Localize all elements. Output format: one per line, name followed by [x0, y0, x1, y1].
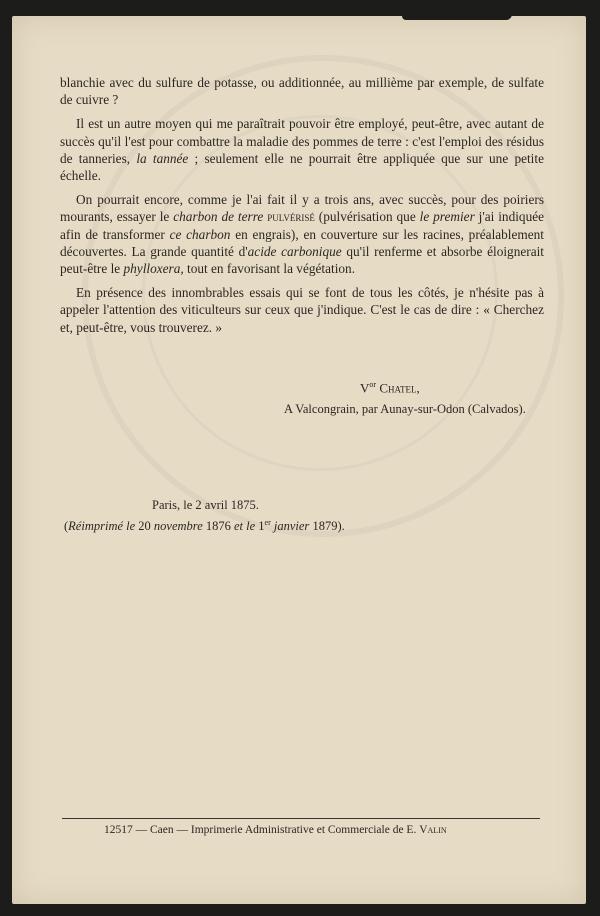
reprint-note: (Réimprimé le 20 novembre 1876 et le 1er janvier 1879).	[64, 518, 345, 534]
paragraph-3: On pourrait encore, comme je l'ai fait il y a trois ans, avec succès, pour des poiriers mourants, essayer le charbon de terre pulvérisé (pulvérisation que le premier j'ai indiquée afin de transformer ce charbon en engrais), en couverture sur les racines, préalablement découvertes. La grande quantité d'acide carbonique qu'il renferme et absorbe éloignerait peut-être le phylloxera, tout en favorisant la végétation.	[60, 192, 545, 277]
author-address: A Valcongrain, par Aunay-sur-Odon (Calvados).	[284, 402, 526, 416]
paragraph-4: En présence des innombrables essais qui se font de tous les côtés, je n'hésite pas à appeler l'attention des viticulteurs sur ceux que j'indique. C'est le cas de dire : « Cherchez et, peut-être, vous trouverez. »	[60, 285, 544, 335]
body-text	[60, 74, 544, 343]
author-signature: $V^{or}$ Chatel,	[360, 380, 420, 396]
torn-edge	[402, 12, 512, 20]
paragraph-2: Il est un autre moyen qui me paraîtrait pouvoir être employé, peut-être, avec autant de succès qu'il l'est pour combattre la maladie des pommes de terre : c'est l'emploi des résidus de tanneries, la tannée ; seulement elle ne pourrait être appliquée que sur une petite échelle.	[60, 116, 544, 184]
paragraph-1: blanchie avec du sulfure de potasse, ou additionnée, au millième par exemple, de sulfate de cuivre ?	[60, 75, 544, 108]
printer-imprint: 12517 — Caen — Imprimerie Administrative et Commerciale de E. Valin	[104, 824, 447, 836]
footer-divider	[62, 818, 540, 819]
dateline: Paris, le 2 avril 1875.	[152, 498, 259, 512]
